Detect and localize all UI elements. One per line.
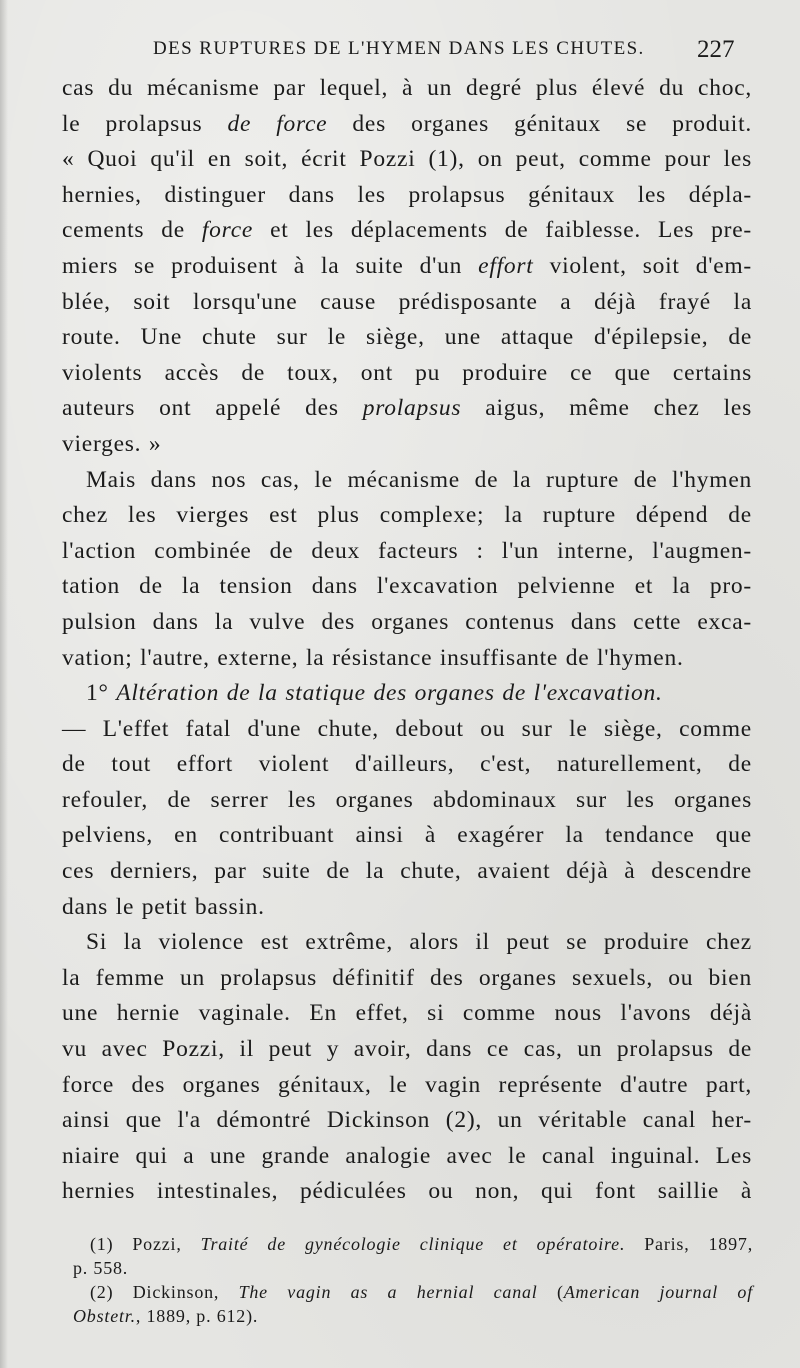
text-line <box>62 427 752 463</box>
text-segment: hernies, distinguer dans les prolapsus génitaux les dépla- <box>62 181 752 208</box>
running-head-title: DES RUPTURES DE L'HYMEN DANS LES CHUTES. <box>153 38 645 59</box>
text-segment: violents accès de toux, ont pu produire ce que certains <box>62 359 752 386</box>
text-line <box>62 178 752 214</box>
text-segment: une hernie vaginale. En effet, si comme nous l'avons déjà <box>62 1000 752 1027</box>
page-number: 227 <box>697 36 735 63</box>
text-line <box>62 747 752 783</box>
text-segment: , 1889, p. 612). <box>135 1306 259 1326</box>
text-segment: aigus, même chez les <box>461 395 752 422</box>
text-segment: le prolapsus <box>62 110 228 137</box>
running-head <box>0 36 800 66</box>
text-segment: refouler, de serrer les organes abdominaux sur les organes <box>62 786 752 813</box>
text-segment: pulsion dans la vulve des organes contenus dans cette exca- <box>62 608 752 635</box>
text-segment: « Quoi qu'il en soit, écrit Pozzi (1), on peut, comme pour les <box>62 146 752 173</box>
text-line <box>62 854 752 890</box>
footnote-line <box>73 1256 753 1280</box>
text-line <box>62 605 752 641</box>
text-line <box>62 213 752 249</box>
text-segment: l'action combinée de deux facteurs : l'un interne, l'augmen- <box>62 537 752 564</box>
text-segment: hernies intestinales, pédiculées ou non, qui font saillie à <box>62 1178 752 1205</box>
text-segment: des organes génitaux se produit. <box>327 110 752 137</box>
text-segment: niaire qui a une grande analogie avec le canal inguinal. Les <box>62 1142 752 1169</box>
italic-text: Altération de la statique des organes de l'excavation. <box>116 680 663 707</box>
text-segment: miers se produisent à la suite d'un <box>62 252 479 279</box>
text-line <box>62 569 752 605</box>
text-line <box>62 391 752 427</box>
text-segment: pelviens, en contribuant ainsi à exagérer la tendance que <box>62 822 752 849</box>
italic-text: effort <box>478 252 534 279</box>
text-line <box>62 676 752 712</box>
text-line <box>62 142 752 178</box>
text-line <box>62 320 752 356</box>
text-line <box>62 1139 752 1175</box>
text-segment: 1° <box>86 680 117 707</box>
text-line <box>62 71 752 107</box>
italic-text: Obstetr. <box>73 1306 136 1326</box>
text-line <box>62 356 752 392</box>
text-line <box>62 925 752 961</box>
text-segment: Paris, 1897, <box>625 1234 753 1254</box>
text-line <box>62 783 752 819</box>
text-segment: (1) Pozzi, <box>90 1234 201 1254</box>
text-segment: vation; l'autre, externe, la résistance insuffisante de l'hymen. <box>62 644 684 671</box>
text-line <box>62 107 752 143</box>
text-segment: dans le petit bassin. <box>62 893 265 920</box>
text-segment: ces derniers, par suite de la chute, avaient déjà à descendre <box>62 858 752 885</box>
footnotes <box>73 1232 753 1328</box>
text-line <box>62 641 752 677</box>
text-segment: ainsi que l'a démontré Dickinson (2), un véritable canal her- <box>62 1107 752 1134</box>
text-line <box>62 534 752 570</box>
text-segment: Mais dans nos cas, le mécanisme de la rupture de l'hymen <box>86 466 752 493</box>
text-line <box>62 498 752 534</box>
text-segment: Si la violence est extrême, alors il peut se produire chez <box>86 929 752 956</box>
text-line <box>62 249 752 285</box>
text-segment: cas du mécanisme par lequel, à un degré plus élevé du choc, <box>62 75 752 101</box>
italic-text: prolapsus <box>362 395 462 422</box>
text-line <box>62 1103 752 1139</box>
footnote-line <box>73 1304 753 1328</box>
text-segment: force des organes génitaux, le vagin représente d'autre part, <box>62 1071 752 1098</box>
text-segment: p. 558. <box>73 1258 129 1278</box>
text-line <box>62 818 752 854</box>
body-text <box>62 71 752 1210</box>
text-segment: la femme un prolapsus définitif des organes sexuels, ou bien <box>62 964 752 991</box>
text-line <box>62 1032 752 1068</box>
text-line <box>62 1068 752 1104</box>
text-segment: ( <box>537 1282 564 1302</box>
italic-text: de force <box>227 110 328 137</box>
text-segment: vierges. » <box>62 430 162 457</box>
text-segment: tation de la tension dans l'excavation pelvienne et la pro- <box>62 573 752 600</box>
footnote-line <box>73 1232 753 1256</box>
text-line <box>62 285 752 321</box>
text-segment: cements de <box>62 217 202 244</box>
text-line <box>62 712 752 748</box>
italic-text: American journal of <box>563 1282 754 1302</box>
text-line <box>62 996 752 1032</box>
italic-text: force <box>201 217 254 244</box>
text-segment: violent, soit d'em- <box>533 252 752 279</box>
italic-text: The vagin as a hernial canal <box>238 1282 538 1302</box>
page-edge-shadow <box>0 0 8 1368</box>
italic-text: Traité de gynécologie clinique et opératoire. <box>200 1234 626 1254</box>
text-line <box>62 890 752 926</box>
text-segment: auteurs ont appelé des <box>62 395 363 422</box>
text-segment: chez les vierges est plus complexe; la rupture dépend de <box>62 502 752 529</box>
text-segment: vu avec Pozzi, il peut y avoir, dans ce cas, un prolapsus de <box>62 1036 752 1063</box>
text-segment: blée, soit lorsqu'une cause prédisposante a déjà frayé la <box>62 288 752 315</box>
text-segment: route. Une chute sur le siège, une attaque d'épilepsie, de <box>62 324 752 351</box>
text-line <box>62 463 752 499</box>
text-segment: — L'effet fatal d'une chute, debout ou sur le siège, comme <box>62 715 752 742</box>
text-segment: (2) Dickinson, <box>90 1282 239 1302</box>
footnote-line <box>73 1280 753 1304</box>
text-segment: et les déplacements de faiblesse. Les pre- <box>253 217 752 244</box>
text-segment: de tout effort violent d'ailleurs, c'est, naturellement, de <box>62 751 752 778</box>
text-line <box>62 961 752 997</box>
text-line <box>62 1174 752 1210</box>
